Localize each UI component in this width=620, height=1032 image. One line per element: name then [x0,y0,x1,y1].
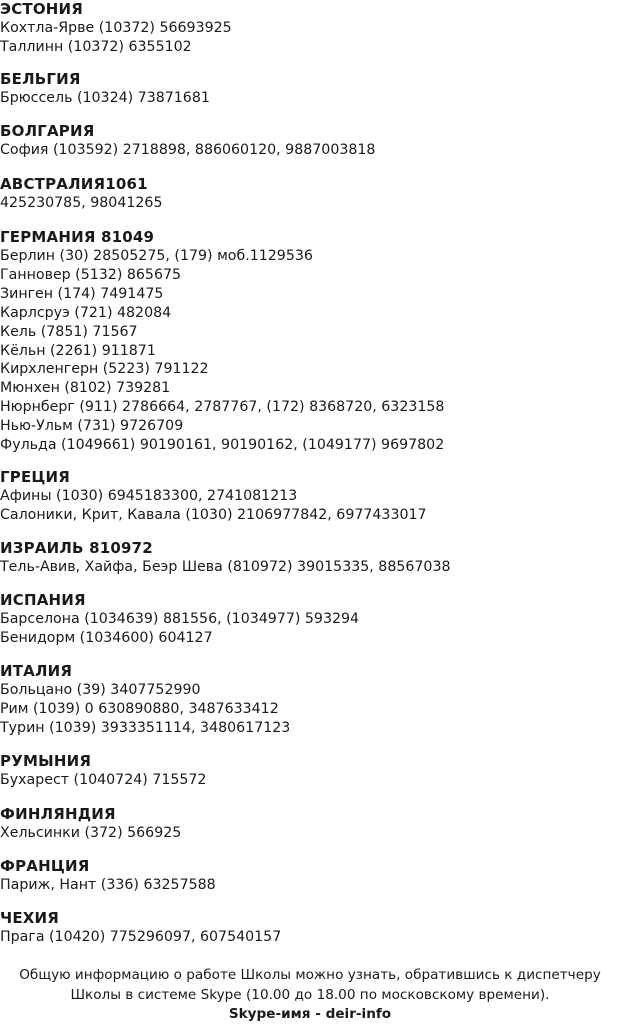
skype-name: Skype-имя - deir-info [228,1006,392,1022]
country-heading: БЕЛЬГИЯ [0,70,81,88]
contact-line: Кель (7851) 71567 [0,323,138,340]
footer [0,966,620,1025]
country-heading: ГЕРМАНИЯ 81049 [0,228,155,246]
country-section [0,122,375,160]
contact-line: Салоники, Крит, Кавала (1030) 2106977842, 6977433017 [0,506,427,523]
country-heading: ИЗРАИЛЬ 810972 [0,539,153,557]
country-heading: ИТАЛИЯ [0,662,73,680]
contact-line: Нью-Ульм (731) 9726709 [0,418,184,435]
contact-line: Берлин (30) 28505275, (179) моб.1129536 [0,248,313,264]
contact-line: Кёльн (2261) 911871 [0,342,156,359]
contact-line: Мюнхен (8102) 739281 [0,380,171,397]
contact-line: Нюрнберг (911) 2786664, 2787767, (172) 8368720, 6323158 [0,399,445,416]
contact-line: Зинген (174) 7491475 [0,285,164,302]
country-heading: АВСТРАЛИЯ1061 [0,175,148,193]
country-heading: ЧЕХИЯ [0,909,60,927]
country-section [0,539,451,577]
contact-line: Афины (1030) 6945183300, 2741081213 [0,488,298,504]
contact-line: Фульда (1049661) 90190161, 90190162, (1049177) 9697802 [0,437,445,454]
country-heading: РУМЫНИЯ [0,752,92,770]
country-heading: ГРЕЦИЯ [0,468,71,486]
contact-line: Кохтла-Ярве (10372) 56693925 [0,20,232,36]
country-section [0,70,210,108]
contact-line: Брюссель (10324) 73871681 [0,90,210,106]
contact-line: Турин (1039) 3933351114, 3480617123 [0,719,291,736]
country-section [0,468,427,525]
contact-line: Таллинн (10372) 6355102 [0,38,192,55]
country-heading: ИСПАНИЯ [0,591,86,609]
country-section [0,857,216,895]
country-section [0,175,162,213]
contact-line: Прага (10420) 775296097, 607540157 [0,929,282,945]
footer-text-line-1: Общую информацию о работе Школы можно узнать, обратившись к диспетчеру [19,967,601,983]
contact-line: Бенидорм (1034600) 604127 [0,629,213,646]
country-section [0,0,232,57]
country-heading: ЭСТОНИЯ [0,0,84,18]
country-section [0,752,206,790]
country-heading: БОЛГАРИЯ [0,122,95,140]
contact-line: Кирхленгерн (5223) 791122 [0,361,209,378]
contact-line: Бухарест (1040724) 715572 [0,772,207,788]
contact-line: Тель-Авив, Хайфа, Беэр Шева (810972) 39015335, 88567038 [0,559,451,575]
contact-line: Рим (1039) 0 630890880, 3487633412 [0,700,279,717]
country-section [0,591,359,648]
country-section [0,228,444,455]
country-heading: ФИНЛЯНДИЯ [0,805,116,823]
contact-line: 425230785, 98041265 [0,195,163,211]
contact-line: Хельсинки (372) 566925 [0,825,182,841]
contact-line: Ганновер (5132) 865675 [0,266,182,283]
footer-text-line-2: Школы в системе Skype (10.00 до 18.00 по московскому времени). [70,986,550,1003]
contact-line: Париж, Нант (336) 63257588 [0,877,216,893]
contact-line: Барселона (1034639) 881556, (1034977) 593294 [0,611,360,627]
contact-line: София (103592) 2718898, 886060120, 9887003818 [0,142,376,158]
country-heading: ФРАНЦИЯ [0,857,90,875]
country-section [0,805,181,843]
country-section [0,909,281,947]
contact-line: Больцано (39) 3407752990 [0,682,201,698]
country-section [0,662,290,738]
contact-line: Карлсруэ (721) 482084 [0,304,172,321]
